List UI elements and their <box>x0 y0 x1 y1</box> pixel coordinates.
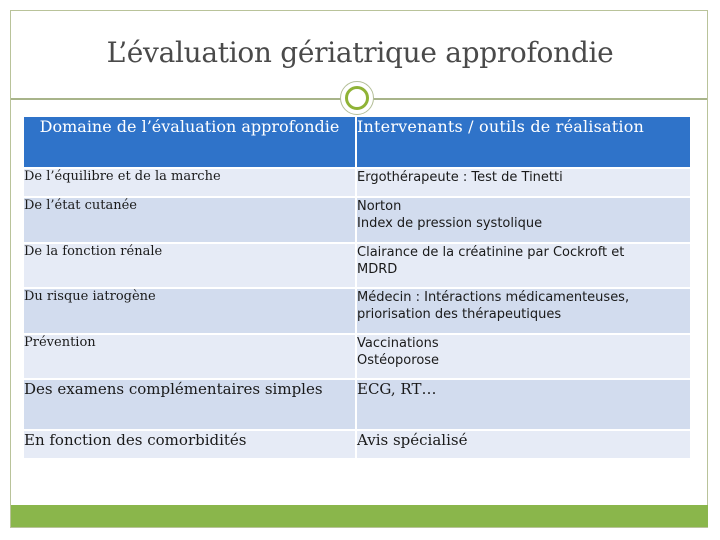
domain-cell: De la fonction rénale <box>24 244 357 289</box>
table-header-row <box>24 117 692 169</box>
domain-cell: Des examens complémentaires simples <box>24 380 357 431</box>
domain-cell: En fonction des comorbidités <box>24 431 357 460</box>
actors-cell <box>357 198 692 244</box>
table-row <box>24 198 692 244</box>
actors-cell <box>357 289 692 335</box>
actors-cell <box>357 431 692 460</box>
actors-cell <box>357 335 692 380</box>
actors-cell <box>357 244 692 289</box>
table-row <box>24 244 692 289</box>
footer-accent-bar <box>11 505 708 527</box>
actors-cell <box>357 169 692 198</box>
actors-line: Avis spécialisé <box>357 431 468 449</box>
domain-cell: Prévention <box>24 335 357 380</box>
header-actors: Intervenants / outils de réalisation <box>357 117 692 169</box>
table-row <box>24 335 692 380</box>
domain-cell: De l’équilibre et de la marche <box>24 169 357 198</box>
actors-line: Vaccinations <box>357 336 439 351</box>
table-row <box>24 380 692 431</box>
evaluation-table <box>24 117 692 460</box>
domain-cell: De l’état cutanée <box>24 198 357 244</box>
actors-line: Index de pression systolique <box>357 216 543 231</box>
table-row <box>24 169 692 198</box>
actors-line: Clairance de la créatinine par Cockroft et <box>357 245 625 260</box>
actors-line: Norton <box>357 199 402 214</box>
header-domain: Domaine de l’évaluation approfondie <box>24 117 357 169</box>
actors-line: Ostéoporose <box>357 353 440 368</box>
actors-line: Médecin : Intéractions médicamenteuses, <box>357 290 630 305</box>
actors-line: priorisation des thérapeutiques <box>357 307 562 322</box>
actors-line: MDRD <box>357 262 398 277</box>
domain-cell: Du risque iatrogène <box>24 289 357 335</box>
divider-circle-ring <box>345 86 369 110</box>
actors-line: ECG, RT… <box>357 380 437 398</box>
slide-title: L’évaluation gériatrique approfondie <box>106 36 614 69</box>
actors-line: Ergothérapeute : Test de Tinetti <box>357 170 563 185</box>
actors-cell <box>357 380 692 431</box>
table-row <box>24 431 692 460</box>
table-row <box>24 289 692 335</box>
divider-circle-ornament <box>340 81 374 115</box>
